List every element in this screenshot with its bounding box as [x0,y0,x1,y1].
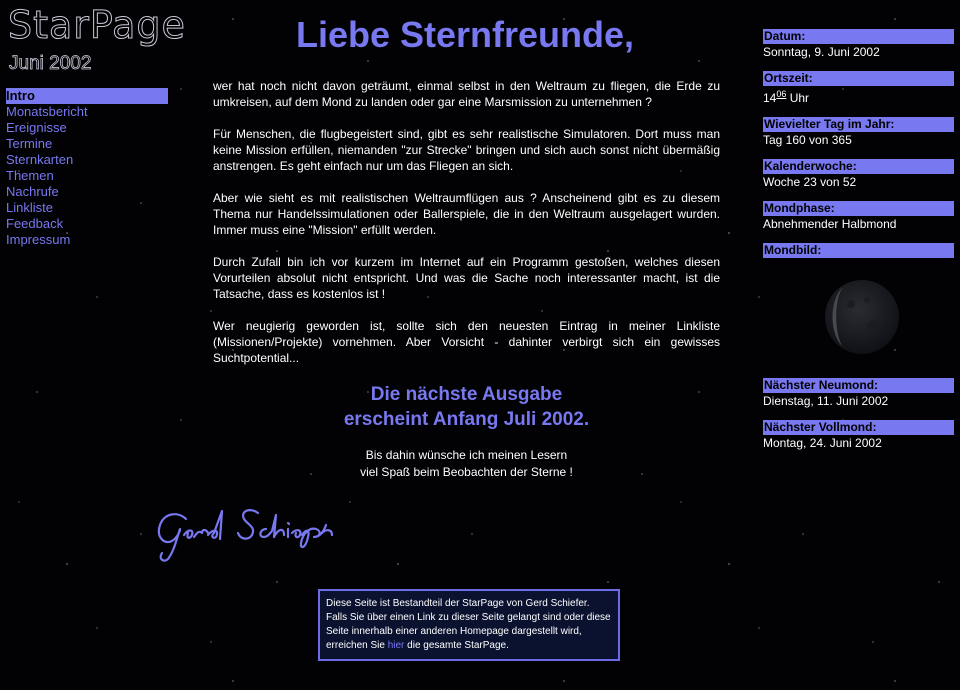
ortszeit-value [763,86,954,107]
neumond-label: Nächster Neumond: [763,378,954,393]
info-vollmond [763,420,954,452]
neumond-value: Dienstag, 11. Juni 2002 [763,394,889,408]
announce-line-1: Die nächste Ausgabe [370,384,563,405]
info-neumond [763,378,954,410]
info-tag [763,117,954,149]
nav-item-sternkarten[interactable]: Sternkarten [6,152,74,167]
paragraph-4: Durch Zufall bin ich vor kurzem im Internet auf ein Programm gestoßen, welches diesen Vorurteilen absolut nicht entspricht. Und was die Sache noch interessanter macht, ist die Tatsache, dass es kostenlos ist ! [213,255,720,301]
datum-value: Sonntag, 9. Juni 2002 [763,45,880,59]
article-body [213,78,720,366]
nav-item-linkliste[interactable]: Linkliste [6,200,53,215]
footer-home-link[interactable]: hier [387,640,405,651]
datum-label: Datum: [763,29,954,44]
info-kalenderwoche [763,159,954,191]
mondbild-label: Mondbild: [763,243,954,258]
main-content [213,14,720,481]
ortszeit-hour: 14 [763,91,777,105]
footer-text-end: die gesamte StarPage. [404,640,509,651]
ortszeit-minutes: 06 [776,89,787,99]
moon-image-wrap [763,258,954,368]
info-datum [763,29,954,61]
paragraph-2: Für Menschen, die flugbegeistert sind, gibt es sehr realistische Simulatoren. Dort muss man keine Mission erfüllen, niemanden "zur Strecke" bringen und sich auch sonst nicht übermäßig anstrengen. Es geht einfach nur um das Fliegen an sich. [213,127,720,173]
nav-item-feedback[interactable]: Feedback [6,216,64,231]
mondphase-label: Mondphase: [763,201,954,216]
info-mondbild [763,243,954,368]
site-logo [8,3,186,75]
footer-text: Diese Seite ist Bestandteil der StarPage von Gerd Schiefer. Falls Sie über einen Link zu dieser Seite gelangt sind oder diese Seite innerhalb einer anderen Homepage dargestellt wird, erreichen Sie [326,598,611,651]
tag-label: Wievielter Tag im Jahr: [763,117,954,132]
kw-label: Kalenderwoche: [763,159,954,174]
info-ortszeit [763,71,954,107]
nav-item-termine[interactable]: Termine [6,136,53,151]
nav-item-monatsbericht[interactable]: Monatsbericht [6,104,88,119]
paragraph-3: Aber wie sieht es mit realistischen Weltraumflügen aus ? Anscheinend gibt es zu diesem Thema nur Handelssimulationen oder Ballerspiele, die in den Weltraum ausgelagert wurden. Immer muss eine "Mission" erfüllt werden. [213,191,720,237]
nav-item-intro[interactable]: Intro [6,88,168,104]
nav-item-nachrufe[interactable]: Nachrufe [6,184,59,199]
nav-item-impressum[interactable]: Impressum [6,232,71,247]
next-issue-announcement [213,382,720,432]
page-heading: Liebe Sternfreunde, [295,14,635,55]
issue-date: Juni 2002 [9,53,92,74]
site-title: StarPage [8,3,186,47]
tag-value: Tag 160 von 365 [763,133,852,147]
main-nav [6,88,168,248]
signature-image [146,489,366,574]
mondphase-value: Abnehmender Halbmond [763,217,897,231]
kw-value: Woche 23 von 52 [763,175,857,189]
closing-greeting [213,447,720,481]
info-mondphase [763,201,954,233]
paragraph-1: wer hat noch nicht davon geträumt, einmal selbst in den Weltraum zu fliegen, die Erde zu umkreisen, auf dem Mond zu landen oder gar eine Marsmission zu unternehmen ? [213,79,720,109]
footer-notice [318,589,620,661]
ortszeit-suffix: Uhr [786,91,810,105]
closing-line-2: viel Spaß beim Beobachten der Sterne ! [360,465,573,479]
info-panel [763,29,954,462]
ortszeit-label: Ortszeit: [763,71,954,86]
closing-line-1: Bis dahin wünsche ich meinen Lesern [365,448,568,462]
moon-image [823,278,901,356]
vollmond-value: Montag, 24. Juni 2002 [763,436,882,450]
nav-item-ereignisse[interactable]: Ereignisse [6,120,67,135]
nav-item-themen[interactable]: Themen [6,168,54,183]
paragraph-5: Wer neugierig geworden ist, sollte sich den neuesten Eintrag in meiner Linkliste (Missionen/Projekte) vornehmen. Aber Vorsicht - dahinter verbirgt sich ein gewisses Suchtpotential... [213,319,720,365]
vollmond-label: Nächster Vollmond: [763,420,954,435]
announce-line-2: erscheint Anfang Juli 2002. [343,409,590,430]
